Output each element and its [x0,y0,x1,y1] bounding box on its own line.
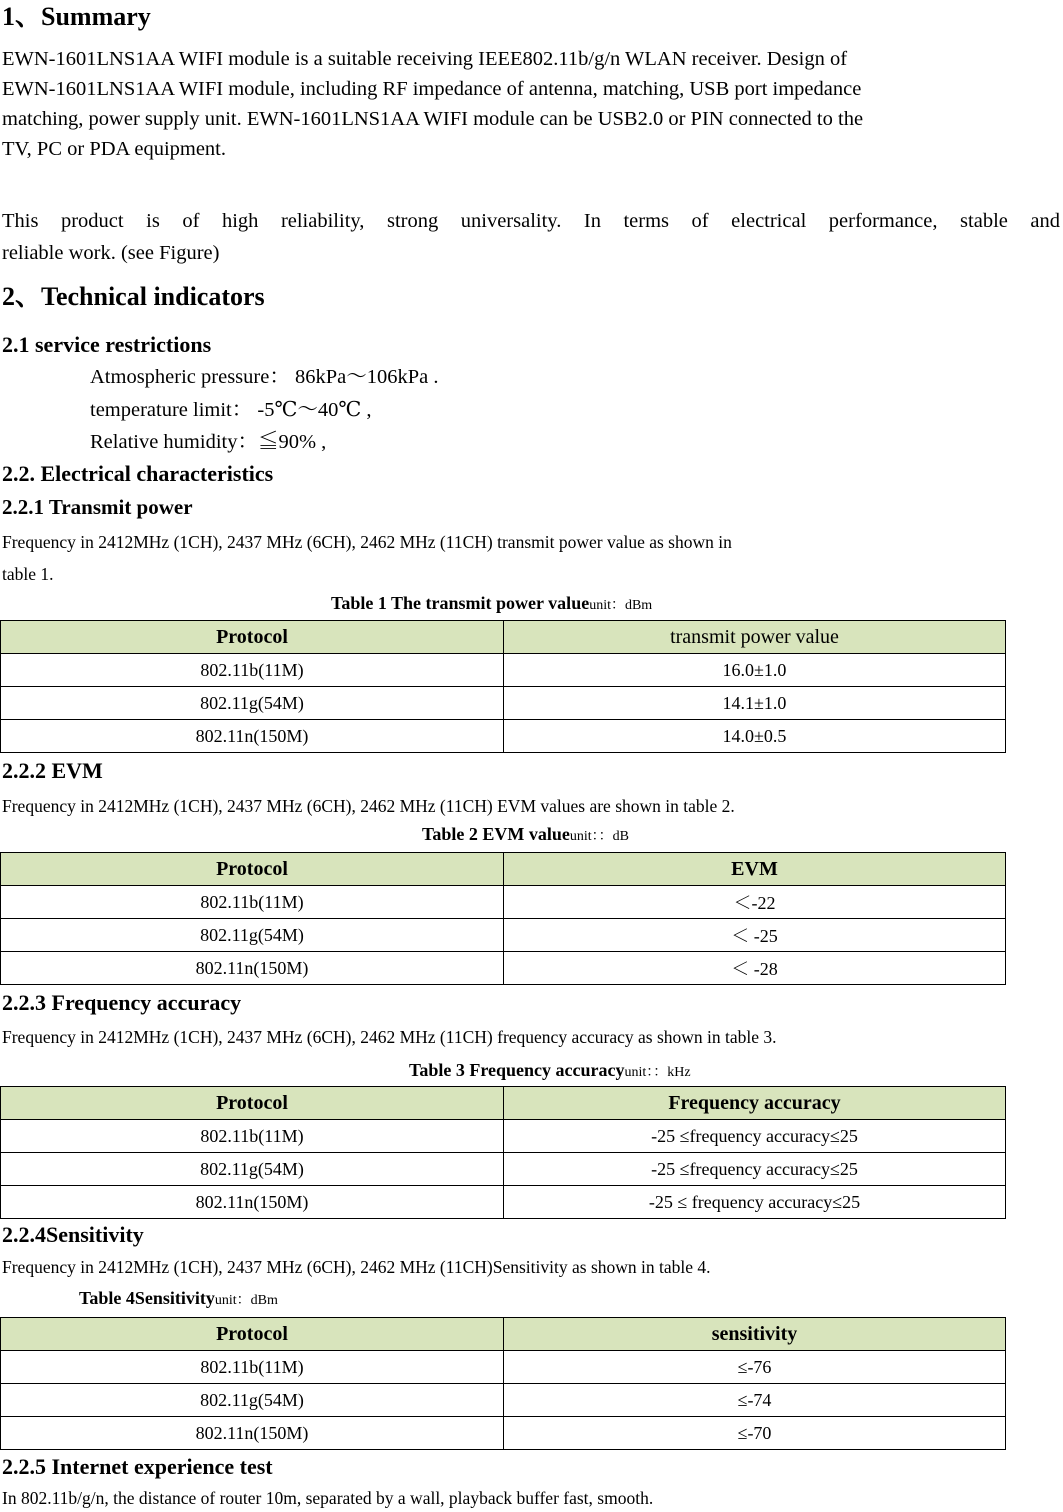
table-row [1,1120,1006,1153]
table-cell-protocol: 802.11n(150M) [1,1417,504,1450]
table-caption-unit: unit：dBm [589,598,653,613]
table-row [1,919,1006,952]
table-caption-unit: unit：：kHz [624,1065,691,1080]
table-row [1,687,1006,720]
summary-line: EWN-1601LNS1AA WIFI module is a suitable receiving IEEE802.11b/g/n WLAN receiver. Design of [2,48,848,70]
table-cell-protocol: 802.11b(11M) [1,654,504,687]
table-header-value: transmit power value [504,621,1006,654]
table-cell-protocol: 802.11n(150M) [1,1186,504,1219]
table-1-caption [331,593,652,614]
summary-paragraph-2-line-2: reliable work. (see Figure) [2,242,220,264]
sensitivity-heading: 2.2.4Sensitivity [2,1222,144,1247]
table-cell-value: -25 ≤ frequency accuracy≤25 [504,1186,1006,1219]
table-cell-value: ≤-70 [504,1417,1006,1450]
table-row [1,1153,1006,1186]
evm-description: Frequency in 2412MHz (1CH), 2437 MHz (6CH), 2462 MHz (11CH) EVM values are shown in table 2. [2,796,735,816]
table-cell-protocol: 802.11n(150M) [1,952,504,985]
table-header-protocol: Protocol [1,1087,504,1120]
summary-paragraph-2-line-1: This product is of high reliability, strong universality. In terms of electrical performance, stable and [2,210,1060,232]
table-2-caption [422,824,629,845]
technical-indicators-heading: 2、Technical indicators [2,282,265,311]
transmit-power-description: Frequency in 2412MHz (1CH), 2437 MHz (6CH), 2462 MHz (11CH) transmit power value as shown in [2,532,732,552]
table-cell-value: 16.0±1.0 [504,654,1006,687]
summary-paragraph [2,44,863,164]
internet-experience-description: In 802.11b/g/n, the distance of router 10m, separated by a wall, playback buffer fast, smooth. [2,1488,654,1508]
table-header-protocol: Protocol [1,1318,504,1351]
summary-line: matching, power supply unit. EWN-1601LNS1AA WIFI module can be USB2.0 or PIN connected to the [2,108,864,130]
table-row [1,886,1006,919]
frequency-accuracy-description: Frequency in 2412MHz (1CH), 2437 MHz (6CH), 2462 MHz (11CH) frequency accuracy as shown in table 3. [2,1027,777,1047]
table-header-protocol: Protocol [1,853,504,886]
table-caption-title: Table 2 EVM value [422,824,570,844]
table-cell-protocol: 802.11g(54M) [1,919,504,952]
table-cell-value: ≤-76 [504,1351,1006,1384]
table-row [1,1384,1006,1417]
table-header-row [1,621,1006,654]
table-cell-protocol: 802.11g(54M) [1,1153,504,1186]
internet-experience-heading: 2.2.5 Internet experience test [2,1454,273,1479]
transmit-power-table [0,620,1006,753]
table-caption-title: Table 3 Frequency accuracy [409,1060,625,1080]
table-row [1,1351,1006,1384]
table-cell-value: -25 ≤frequency accuracy≤25 [504,1120,1006,1153]
table-header-protocol: Protocol [1,621,504,654]
table-cell-protocol: 802.11b(11M) [1,1351,504,1384]
table-row [1,654,1006,687]
frequency-accuracy-table [0,1086,1006,1219]
table-cell-protocol: 802.11g(54M) [1,687,504,720]
table-cell-protocol: 802.11b(11M) [1,1120,504,1153]
table-3-caption [409,1060,691,1081]
table-header-value: sensitivity [504,1318,1006,1351]
table-cell-value: -25 ≤frequency accuracy≤25 [504,1153,1006,1186]
temperature-limit: temperature limit： -5℃～40℃ , [90,399,372,421]
table-header-row [1,1318,1006,1351]
table-cell-protocol: 802.11n(150M) [1,720,504,753]
evm-heading: 2.2.2 EVM [2,758,103,783]
table-caption-unit: unit：：dB [569,829,629,844]
table-row [1,1417,1006,1450]
summary-line: EWN-1601LNS1AA WIFI module, including RF impedance of antenna, matching, USB port impedance [2,78,862,100]
table-cell-value: 14.0±0.5 [504,720,1006,753]
table-row [1,952,1006,985]
evm-table [0,852,1006,985]
summary-line: TV, PC or PDA equipment. [2,138,226,160]
table-caption-unit: unit：dBm [214,1293,278,1308]
table-caption-title: Table 1 The transmit power value [331,593,590,613]
table-row [1,1186,1006,1219]
table-header-value: Frequency accuracy [504,1087,1006,1120]
sensitivity-table [0,1317,1006,1450]
transmit-power-heading: 2.2.1 Transmit power [2,495,193,519]
table-row [1,720,1006,753]
table-4-caption [79,1288,278,1309]
frequency-accuracy-heading: 2.2.3 Frequency accuracy [2,990,242,1015]
sensitivity-description: Frequency in 2412MHz (1CH), 2437 MHz (6CH), 2462 MHz (11CH)Sensitivity as shown in table 4. [2,1257,711,1277]
table-header-row [1,853,1006,886]
table-caption-title: Table 4Sensitivity [79,1288,215,1308]
table-cell-value: ≤-74 [504,1384,1006,1417]
atmospheric-pressure: Atmospheric pressure： 86kPa～106kPa . [90,366,439,388]
table-cell-value: ＜-22 [504,886,1006,919]
table-cell-protocol: 802.11b(11M) [1,886,504,919]
relative-humidity: Relative humidity：≦90% , [90,431,327,453]
table-header-row [1,1087,1006,1120]
table-cell-protocol: 802.11g(54M) [1,1384,504,1417]
table-cell-value: 14.1±1.0 [504,687,1006,720]
transmit-power-description-cont: table 1. [2,564,54,584]
electrical-characteristics-heading: 2.2. Electrical characteristics [2,461,274,486]
table-cell-value: ＜ -28 [504,952,1006,985]
table-cell-value: ＜ -25 [504,919,1006,952]
service-restrictions-heading: 2.1 service restrictions [2,332,212,357]
summary-heading: 1、Summary [2,2,151,31]
table-header-value: EVM [504,853,1006,886]
